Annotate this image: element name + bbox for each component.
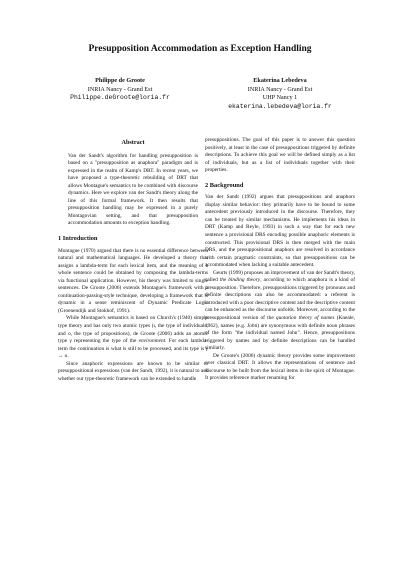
- intro-paragraph-3: Since anaphoric expressions are known to be similar to presuppositional expressions (van der Sandt, 1992), it is natural to ask whether our type-theoretic framework can be extended to handle: [58, 360, 208, 382]
- intro-paragraph-2: While Montague's semantics is based on Church's (1940) simple type theory and has only two atomic types (ι, the type of individuals; and o, the type of propositions), de Groote (2006) adds an atomic type γ representing the type of the environment. For each lambda-term the continuation is what is still to be processed, and its type is γ → o.: [58, 315, 208, 360]
- background-paragraph-2: Geurts (1999) proposes an improvement of van der Sandt's theory, called the binding theory, according to which anaphora is a kind of presupposition. Therefore, presuppositions triggered by pronouns and definite descriptions can also be accommodated: a referent is introduced with a poor descriptive content and the descriptive content can be enhanced as the discourse unfolds. Moreover, according to the presuppositional version of the quotation theory of names (Kneale, 1962), names (e.g. John) are synonymous with definite noun phrases of the form "the individual named John". Hence, presuppositions triggered by names and by definite descriptions can be handled similarly.: [205, 269, 356, 352]
- author-affiliation: INRIA Nancy - Grand Est: [247, 85, 313, 93]
- author-email: ekaterina.lebedeva@loria.fr: [228, 102, 332, 110]
- author-affiliation-2: UHP Nancy 1: [262, 94, 298, 102]
- left-column: [58, 137, 208, 383]
- background-paragraph-3: De Groote's (2006) dynamic theory provides some improvement over classical DRT. It allows the representations of sentence and discourse to be built from the lexical items in the spirit of Montague. It provides reference marker renaming for: [205, 352, 355, 382]
- abstract-heading: Abstract: [121, 139, 145, 146]
- intro-paragraph-cont: presuppositions. The goal of this paper is to answer this question positively, at least in the case of presuppositions triggered by definite descriptions. To achieve this goal we will be defined simply as a list of individuals, but as a list of individuals together with their properties.: [205, 137, 355, 174]
- section-heading-background: 2 Background: [205, 181, 244, 189]
- section-heading-introduction: 1 Introduction: [58, 235, 98, 243]
- right-column: [205, 137, 355, 383]
- author-name: Ekaterina Lebedeva: [253, 77, 307, 84]
- author-email: Philippe.deGroote@loria.fr: [70, 94, 170, 102]
- author-name: Philippe de Groote: [95, 77, 145, 84]
- author-affiliation: INRIA Nancy - Grand Est: [87, 85, 153, 93]
- paper-title: Presupposition Accommodation as Exception Handling: [88, 44, 312, 54]
- author-1: [55, 77, 185, 103]
- background-paragraph-1: Van der Sandt (1992) argues that presuppositions and anaphors display similar behavior: they primarily have to be bound to some antecedent previously introduced in the discourse. Therefore, they can be treated by similar mechanisms. He implements his ideas in DRT (Kamp and Reyle, 1993) in such a way that for each new sentence a provisional DRS encoding possible anaphoric elements is constructed. This provisional DRS is then merged with the main DRS, and the presuppositional anaphors are resolved in accordance with certain pragmatic constraints, so that presuppositions can be accommodated when lacking a suitable antecedent.: [205, 194, 355, 269]
- author-2: [210, 77, 350, 111]
- intro-paragraph-1: Montague (1970) argued that there is no essential difference between natural and mathematical languages. He developed a theory that assigns a lambda-term for each lexical item, and the meaning of a whole sentence could be obtained by composing the lambda-terms via functional application. However, his theory was limited to single sentences. De Groote (2006) extends Montague's framework with a continuation-passing-style technique, developing a framework that is dynamic in a sense reminiscent of Dynamic Predicate Logic (Groenendijk and Stokhof, 1991).: [58, 247, 208, 314]
- abstract-text: Van der Sandt's algorithm for handling presupposition is based on a "presupposition as anaphora" paradigm and is expressed in the realm of Kamp's DRT. In recent years, we have proposed a type-theoretic rebuilding of DRT that allows Montague's semantics to be combined with discourse dynamics. Here we explore van der Sandt's theory along the line of this formal framework. It then results that presupposition handling may be expressed in a purely Montagovian setting, and that presupposition accommodation amounts to exception handling.: [68, 152, 198, 227]
